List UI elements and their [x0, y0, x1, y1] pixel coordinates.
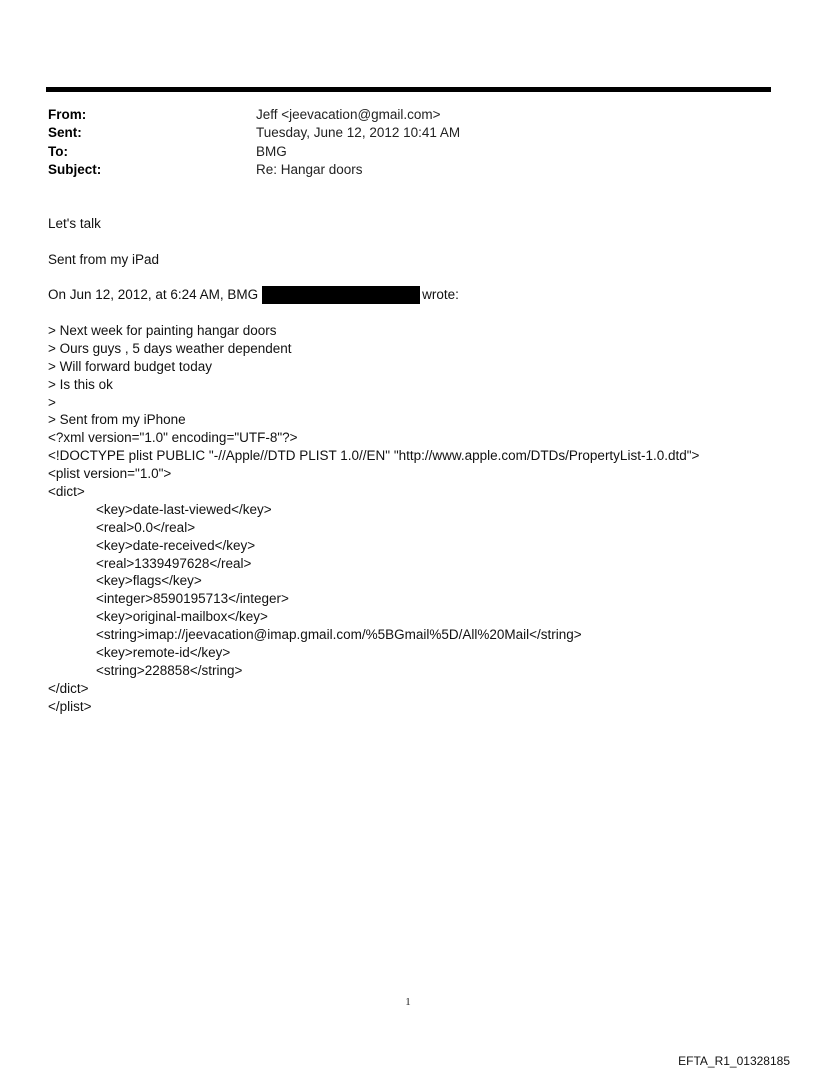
page-number: 1: [405, 996, 411, 1008]
from-label: From:: [48, 107, 87, 122]
sent-row: [48, 124, 748, 142]
to-label: To:: [48, 143, 68, 159]
subject-label: Subject:: [48, 161, 102, 177]
xml-line: <integer>8590195713</integer>: [96, 591, 289, 607]
message-body-lines: [48, 322, 699, 716]
document-id: EFTA_R1_01328185: [678, 1054, 790, 1068]
xml-line: <key>date-received</key>: [96, 537, 256, 553]
sent-value: Tuesday, June 12, 2012 10:41 AM: [256, 125, 461, 141]
sent-label: Sent:: [48, 125, 82, 141]
subject-value: Re: Hangar doors: [256, 161, 363, 177]
xml-line: <real>0.0</real>: [96, 519, 196, 535]
header-rule: [46, 87, 771, 92]
xml-line: <key>date-last-viewed</key>: [96, 501, 272, 517]
quoted-line: > Is this ok: [48, 376, 113, 392]
xml-line: <!DOCTYPE plist PUBLIC "-//Apple//DTD PLIST 1.0//EN" "http://www.apple.com/DTDs/PropertyList-1.0.dtd">: [48, 448, 700, 464]
xml-line: </plist>: [48, 698, 92, 714]
redaction-block: [262, 286, 420, 304]
quoted-line: >: [48, 394, 56, 410]
quoted-line: > Sent from my iPhone: [48, 412, 186, 428]
xml-line: <plist version="1.0">: [48, 466, 172, 482]
xml-line: <key>original-mailbox</key>: [96, 609, 268, 625]
xml-line: <key>remote-id</key>: [96, 645, 231, 661]
from-value: Jeff <jeevacation@gmail.com>: [256, 107, 441, 122]
quoted-line: > Next week for painting hangar doors: [48, 323, 277, 338]
quote-intro-wrote: wrote:: [422, 287, 459, 302]
quote-intro: [48, 286, 459, 304]
reply-text: Let's talk: [48, 216, 101, 231]
xml-line: <dict>: [48, 484, 85, 500]
email-header: [48, 106, 748, 179]
xml-line: <?xml version="1.0" encoding="UTF-8"?>: [48, 430, 298, 446]
to-row: [48, 143, 748, 161]
from-row: [48, 106, 748, 124]
ipad-signature: Sent from my iPad: [48, 252, 160, 267]
quote-intro-text: On Jun 12, 2012, at 6:24 AM, BMG: [48, 287, 259, 302]
xml-line: <key>flags</key>: [96, 573, 202, 589]
xml-line: <real>1339497628</real>: [96, 555, 252, 571]
quoted-line: > Ours guys , 5 days weather dependent: [48, 340, 292, 356]
to-value: BMG: [256, 143, 287, 159]
xml-line: <string>228858</string>: [96, 662, 243, 678]
subject-row: [48, 161, 748, 179]
xml-line: </dict>: [48, 680, 89, 696]
xml-line: <string>imap://jeevacation@imap.gmail.com/%5BGmail%5D/All%20Mail</string>: [96, 627, 582, 643]
quoted-line: > Will forward budget today: [48, 358, 212, 374]
